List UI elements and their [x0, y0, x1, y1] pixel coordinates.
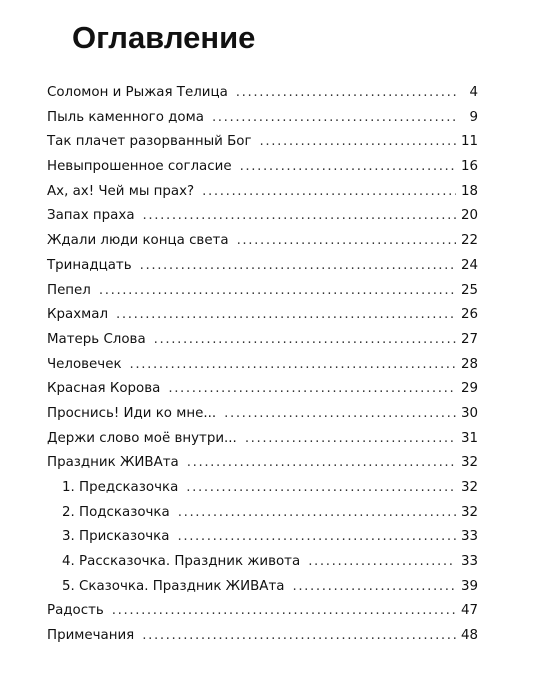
toc-entry-label: 3. Присказочка: [62, 529, 170, 545]
toc-entry[interactable]: [47, 402, 478, 427]
dot-leader: [260, 130, 456, 155]
table-of-contents: [47, 81, 478, 649]
toc-entry-page: 32: [460, 504, 478, 520]
toc-entry[interactable]: [47, 81, 478, 106]
toc-subentry[interactable]: [47, 575, 478, 600]
toc-entry-page: 18: [460, 183, 478, 199]
toc-entry-label: Ждали люди конца света: [47, 233, 229, 249]
toc-entry-label: Радость: [47, 603, 104, 619]
toc-entry[interactable]: [47, 106, 478, 131]
toc-entry-page: 11: [460, 134, 478, 150]
toc-entry[interactable]: [47, 599, 478, 624]
toc-entry-page: 30: [460, 405, 478, 421]
dot-leader: [202, 180, 456, 205]
toc-entry-page: 9: [469, 109, 478, 125]
toc-entry[interactable]: [47, 204, 478, 229]
toc-entry[interactable]: [47, 328, 478, 353]
toc-entry[interactable]: [47, 279, 478, 304]
toc-entry-page: 33: [460, 554, 478, 570]
dot-leader: [168, 377, 456, 402]
dot-leader: [245, 427, 456, 452]
dot-leader: [237, 229, 456, 254]
toc-entry[interactable]: [47, 180, 478, 205]
toc-entry-label: Пыль каменного дома: [47, 109, 204, 125]
toc-entry-label: Ах, ах! Чей мы прах?: [47, 183, 195, 199]
toc-entry-label: 5. Сказочка. Праздник ЖИВАта: [62, 578, 285, 594]
toc-entry-label: Матерь Слова: [47, 331, 146, 347]
toc-entry-page: 29: [460, 381, 478, 397]
toc-entry-page: 32: [460, 480, 478, 495]
toc-entry-page: 4: [469, 85, 478, 100]
toc-entry-page: 48: [460, 628, 478, 644]
toc-entry-label: Примечания: [47, 628, 135, 644]
toc-entry-label: Запах праха: [47, 208, 135, 224]
toc-entry-page: 33: [460, 529, 478, 545]
toc-entry-page: 31: [460, 430, 478, 446]
toc-entry-page: 39: [460, 578, 478, 594]
dot-leader: [177, 525, 456, 550]
toc-entry[interactable]: [47, 229, 478, 254]
toc-entry-page: 16: [460, 159, 478, 175]
toc-entry-page: 25: [460, 282, 478, 298]
toc-entry-page: 26: [460, 307, 478, 323]
dot-leader: [143, 204, 456, 229]
dot-leader: [224, 402, 456, 427]
toc-subentry[interactable]: [47, 476, 478, 501]
dot-leader: [240, 155, 456, 180]
toc-subentry[interactable]: [47, 550, 478, 575]
toc-entry-label: Соломон и Рыжая Телица: [47, 85, 228, 100]
toc-entry-label: Так плачет разорванный Бог: [47, 134, 252, 150]
toc-entry-page: 24: [460, 257, 478, 273]
toc-entry-label: 1. Предсказочка: [62, 480, 179, 495]
dot-leader: [212, 106, 456, 131]
dot-leader: [99, 279, 456, 304]
toc-entry-label: 2. Подсказочка: [62, 504, 170, 520]
toc-entry-page: 32: [460, 455, 478, 471]
toc-entry-label: Невыпрошенное согласие: [47, 159, 232, 175]
toc-entry-page: 47: [460, 603, 478, 619]
dot-leader: [142, 624, 456, 649]
toc-entry-label: Держи слово моё внутри...: [47, 430, 237, 446]
toc-subentry[interactable]: [47, 525, 478, 550]
toc-entry-page: 27: [460, 331, 478, 347]
toc-entry[interactable]: [47, 377, 478, 402]
dot-leader: [140, 254, 456, 279]
toc-entry-label: Крахмал: [47, 307, 109, 323]
dot-leader: [112, 599, 456, 624]
toc-entry-label: Красная Корова: [47, 381, 161, 397]
dot-leader: [236, 81, 456, 106]
toc-entry-label: Проснись! Иди ко мне...: [47, 405, 217, 421]
toc-entry-label: Праздник ЖИВАта: [47, 455, 179, 471]
dot-leader: [178, 501, 456, 526]
toc-entry-label: Человечек: [47, 356, 122, 372]
dot-leader: [186, 476, 456, 501]
toc-entry[interactable]: [47, 624, 478, 649]
toc-entry-page: 20: [460, 208, 478, 224]
dot-leader: [187, 451, 456, 476]
toc-entry-page: 22: [460, 233, 478, 249]
toc-entry[interactable]: [47, 427, 478, 452]
toc-entry-label: Пепел: [47, 282, 91, 298]
toc-entry-label: Тринадцать: [47, 257, 132, 273]
dot-leader: [130, 353, 456, 378]
toc-entry[interactable]: [47, 254, 478, 279]
dot-leader: [292, 575, 456, 600]
toc-entry[interactable]: [47, 130, 478, 155]
toc-subentry[interactable]: [47, 501, 478, 526]
toc-entry[interactable]: [47, 353, 478, 378]
toc-entry-label: 4. Рассказочка. Праздник живота: [62, 554, 301, 570]
toc-entry[interactable]: [47, 155, 478, 180]
toc-entry-page: 28: [460, 356, 478, 372]
dot-leader: [308, 550, 456, 575]
dot-leader: [116, 303, 456, 328]
toc-entry[interactable]: [47, 451, 478, 476]
dot-leader: [154, 328, 456, 353]
page-title: Оглавление: [72, 20, 256, 55]
toc-entry[interactable]: [47, 303, 478, 328]
